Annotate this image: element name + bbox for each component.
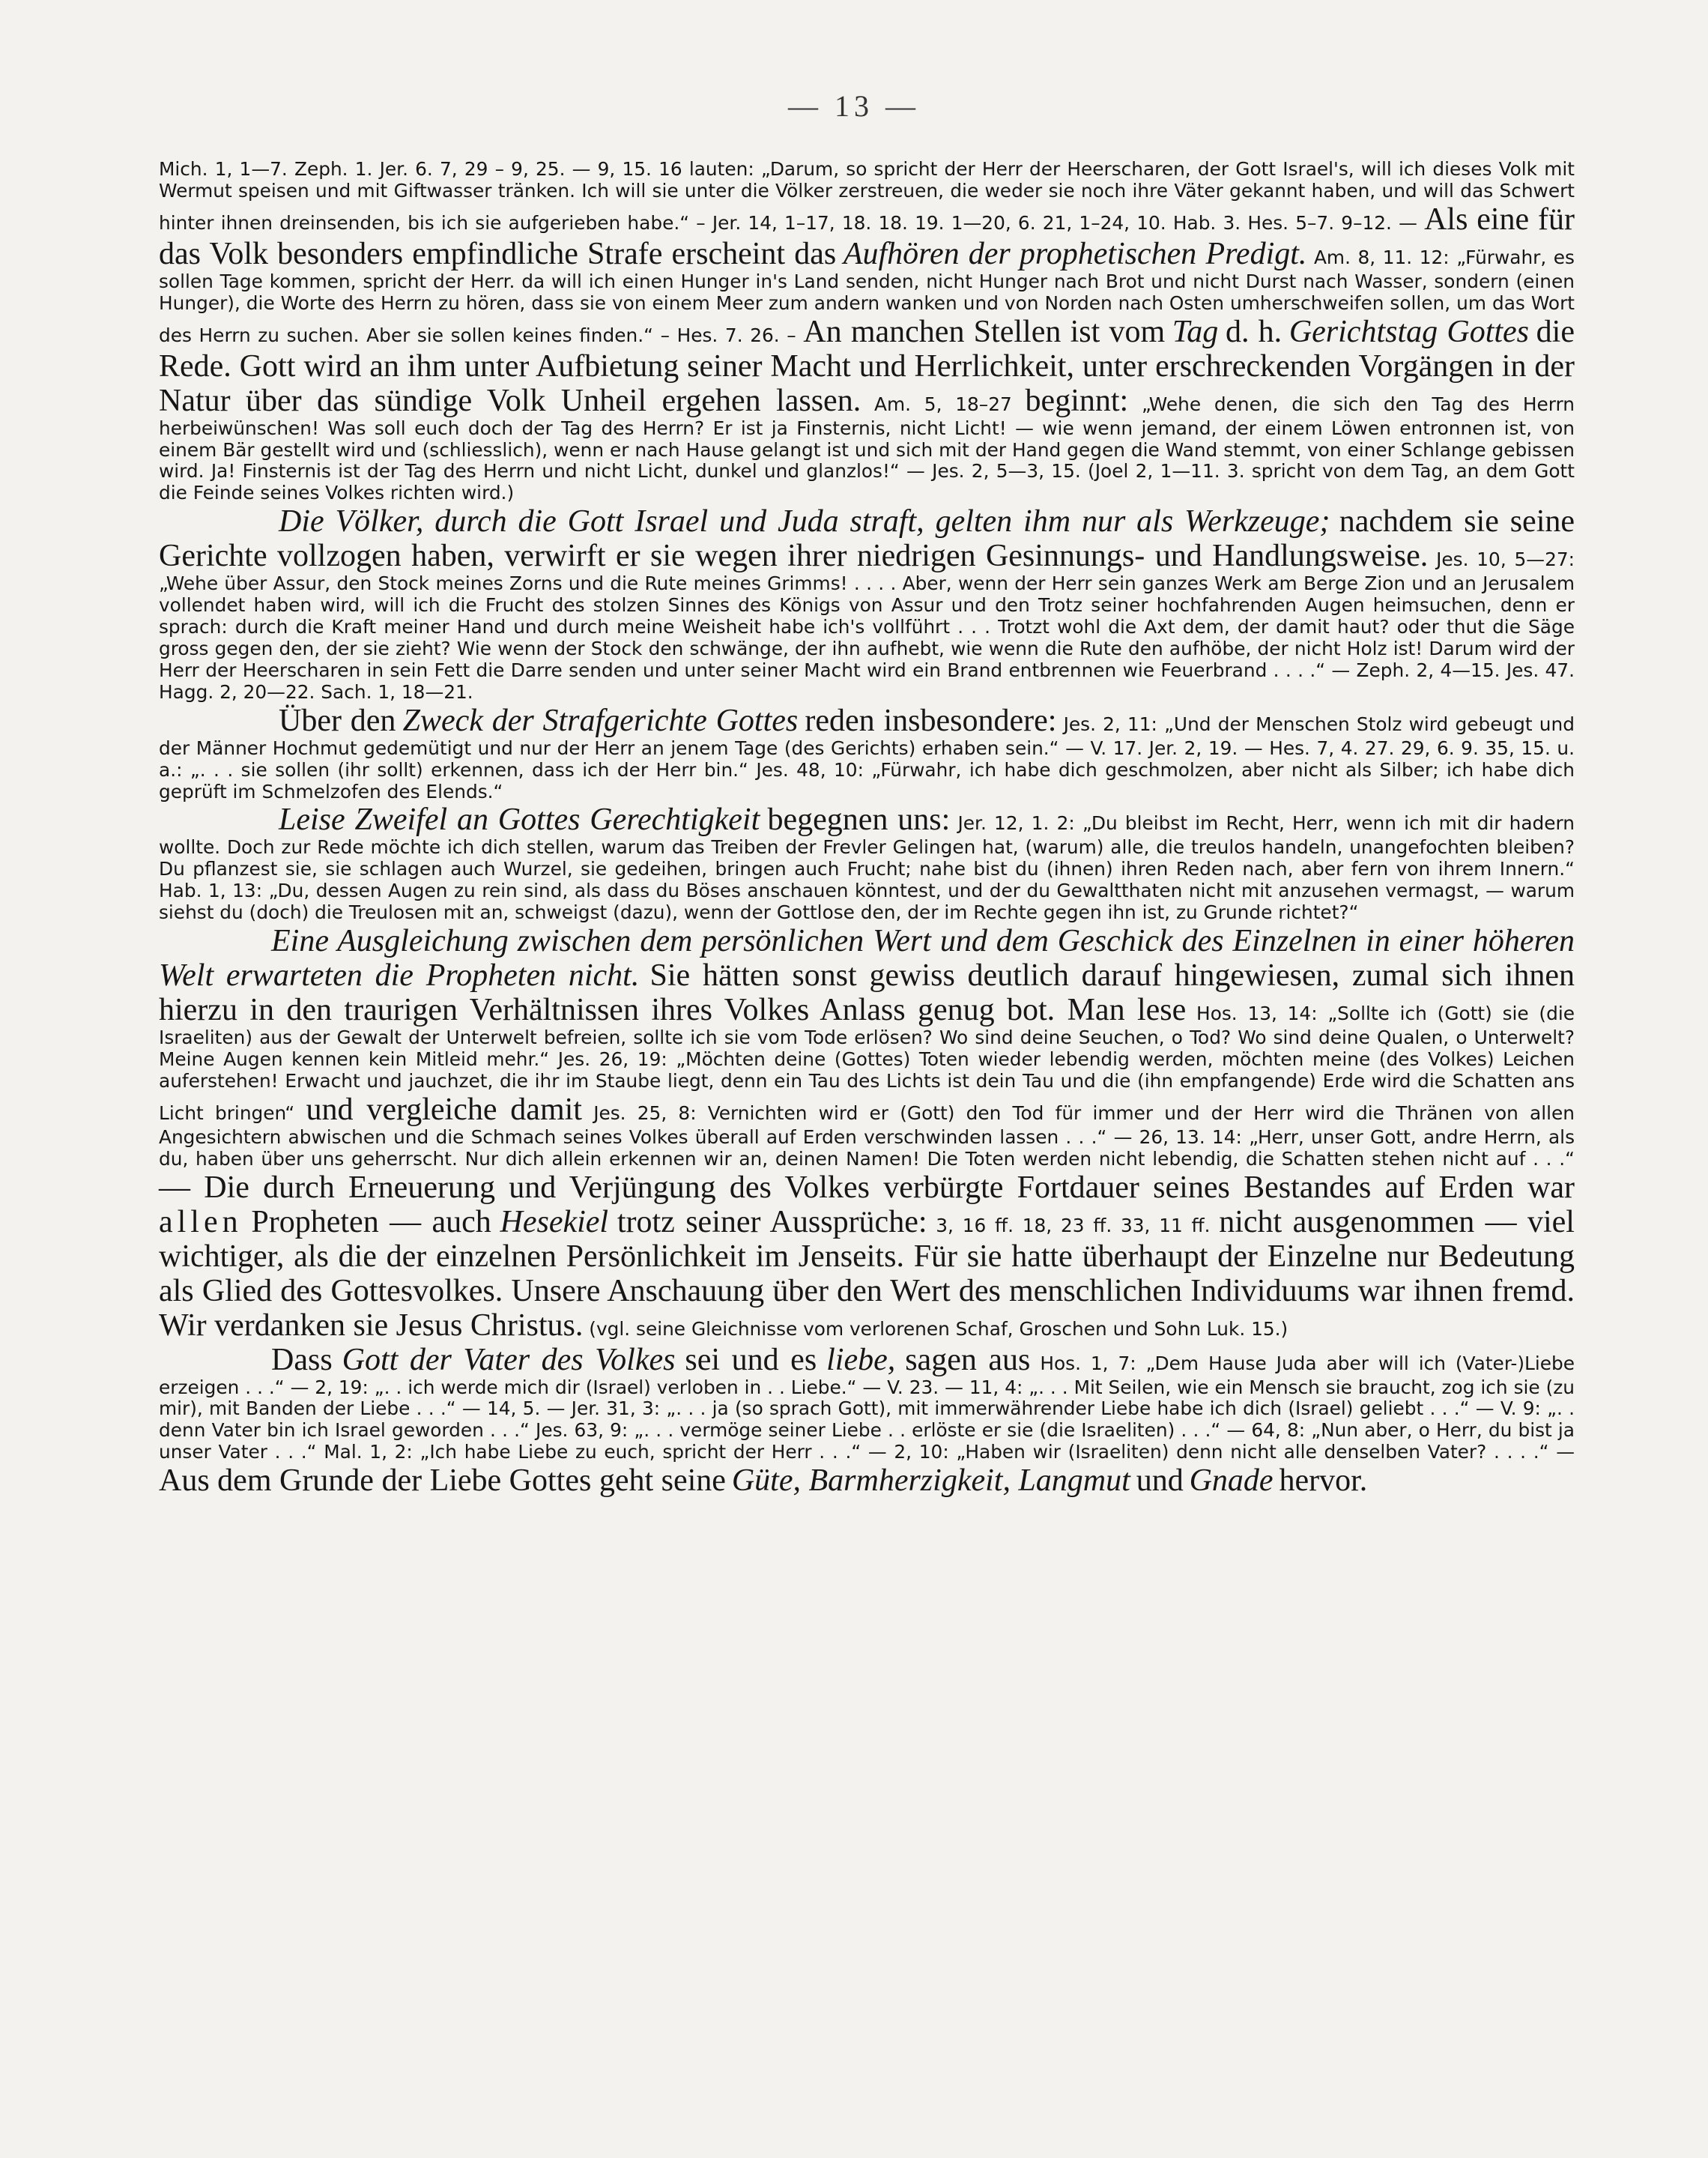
spaced-emphasis: allen [159,1204,243,1239]
emphasis-text: Leise Zweifel an Gottes Gerechtigkeit [279,803,760,838]
emphasis-text: Güte, Barmherzigkeit, Langmut [731,1463,1130,1499]
main-text: begegnen uns: [767,803,951,838]
scripture-citation: Mich. 1, 1—7. Zeph. 1. Jer. 6. 7, 29 – 9, 25. — 9, 15. 16 lauten: „Darum, so spricht der Herr der Heerscharen, der Gott Israel's, will ich dieses Volk mit Wermut speisen und mit Giftwasser tränken. Ich will sie unter die Völker zerstreuen, die weder sie noch ihre Väter gekannt haben, und will das Schwert hinter ihnen dreinsenden, bis ich sie aufgerieben habe.“ – Jer. 14, 1–17, 18. 18. 19. 1—20, 6. 21, 1–24, 10. Hab. 3. Hes. 5–7. 9–12. — [159,158,1575,234]
emphasis-text: Gerichtstag Gottes [1288,314,1530,349]
scripture-citation: Jer. 12, 1. 2: „Du bleibst im Recht, Herr, wenn ich mit dir hadern wollte. Doch zur Rede möchte ich dich stellen, warum das Treiben der Frevler Gelingen hat, (warum) alle, die treulos handeln, unangefochten bleiben? Du pflanzest sie, sie schlagen auch Wurzel, sie gedeihen, bringen auch Frucht; nahe bist du (ihnen) ihren Reden nach, aber fern von ihrem Innern.“ Hab. 1, 13: „Du, dessen Augen zu rein sind, als dass du Böses anschauen könntest, und der du Gewaltthaten nicht mit anzusehen vermagst, — warum siehst du (doch) die Treulosen mit an, schweigst (dazu), wenn der Gottlose den, der im Rechte gegen ihn ist, zu Grunde richtet?“ [159,812,1575,924]
main-text: d. h. [1225,314,1282,349]
paragraph-doubts-about-justice [159,803,1575,924]
scripture-citation: „Wehe denen, die sich den Tag des Herrn herbeiwünschen! Was soll euch doch der Tag des Herrn? Er ist ja Finsternis, nicht Licht! — wie wenn jemand, der einem Löwen entronnen ist, von einem Bär gestellt wird und (schliesslich), wenn er nach Hause gelangt ist und sich mit der Hand gegen die Wand stemmt, von einer Schlange gebissen wird. Ja! Finsternis ist der Tag des Herrn und nicht Licht, dunkel und glanzlos!“ — Jes. 2, 5—3, 15. (Joel 2, 1—11. 3. spricht von dem Tag, an dem Gott die Feinde seines Volkes richten wird.) [159,393,1575,504]
main-text: Dass [271,1342,333,1377]
page-body [159,159,1575,1498]
main-text: trotz seiner Aussprüche: [617,1204,927,1239]
emphasis-text: Hesekiel [500,1204,609,1239]
scripture-citation: Am. 8, 11. 12: „Fürwahr, es sollen Tage kommen, spricht der Herr. da will ich einen Hunger in's Land senden, nicht Hunger nach Brot und nicht Durst nach Wasser, sondern (einen Hunger), die Worte des Herrn zu hören, dass sie von einem Meer zum andern wanken und von Norden nach Osten umherschweifen sollen, um das Wort des Herrn zu suchen. Aber sie sollen keines finden.“ – Hes. 7. 26. – [159,246,1575,346]
main-text: und [1136,1463,1184,1499]
main-text: Über den [279,703,396,738]
main-text: Sie hätten sonst gewiss deutlich darauf hingewiesen, zumal sich ihnen hierzu in den traurigen Verhältnissen ihres Volkes Anlass genug bot. Man lese [159,958,1575,1028]
main-text: Propheten — auch [251,1204,491,1239]
main-text: hervor. [1279,1463,1368,1499]
paragraph-god-as-father [159,1343,1575,1499]
main-text: beginnt: [1025,383,1129,418]
scripture-citation: Jes. 10, 5—27: „Wehe über Assur, den Stock meines Zorns und die Rute meines Grimms! . . . . Aber, wenn der Herr sein ganzes Werk am Berge Zion und an Jerusalem vollendet haben wird, will ich die Frucht des stolzen Sinnes des Königs von Assur und den Trotz seiner hochfahrenden Augen heimsuchen, denn er sprach: durch die Kraft meiner Hand und durch meine Weisheit habe ich's vollführt . . . Trotzt wohl die Axt dem, der damit haut? oder thut die Säge gross gegen den, der sie zieht? Wie wenn der Stock den schwänge, der ihn aufhebt, wie wenn die Rute den aufhöbe, der nicht Holz ist! Darum wird der Herr der Heerscharen in sein Fett die Darre senden und unter seiner Macht wird ein Brand entbrennen wie Feuerbrand . . . .“ — Zeph. 2, 4—15. Jes. 47. Hagg. 2, 20—22. Sach. 1, 18—21. [159,548,1575,703]
paragraph-prophetic-silence [159,159,1575,504]
scripture-citation: (vgl. seine Gleichnisse vom verlorenen Schaf, Groschen und Sohn Luk. 15.) [589,1317,1288,1340]
main-text: An manchen Stellen ist vom [803,314,1166,349]
main-text: nachdem sie seine Gerichte vollzogen haben, verwirft er sie wegen ihrer niedrigen Gesinnungs- und Handlungsweise. [159,504,1575,574]
page-number: — 13 — [788,89,920,123]
scripture-citation: Am. 5, 18–27 [874,393,1012,415]
emphasis-text: Eine Ausgleichung zwischen dem persönlichen Wert und dem Geschick des Einzelnen in einer höheren Welt erwarteten die Propheten nicht. [159,924,1575,994]
main-text: Als eine für das Volk besonders empfindliche Strafe erscheint das [159,202,1575,271]
main-text: reden insbesondere: [805,703,1057,738]
emphasis-text: Die Völker, durch die Gott Israel und Juda straft, gelten ihm nur als Werkzeuge; [279,504,1330,540]
main-text: die Rede. Gott wird an ihm unter Aufbietung seiner Macht und Herrlichkeit, unter erschreckenden Vorgängen in der Natur über das sündige Volk Unheil ergehen lassen. [159,314,1575,418]
main-text: — Die durch Erneuerung und Verjüngung des Volkes verbürgte Fortdauer seines Bestandes auf Erden war [159,1170,1575,1205]
main-text: und vergleiche damit [306,1092,582,1127]
emphasis-text: Zweck der Strafgerichte Gottes [402,703,799,738]
scripture-citation: Hos. 1, 7: „Dem Hause Juda aber will ich (Vater-)Liebe erzeigen . . .“ — 2, 19: „. . ich werde mich dir (Israel) verloben in . . Liebe.“ — V. 23. — 11, 4: „. . . Mit Seilen, wie ein Mensch sie braucht, zog ich sie (zu mir), mit Banden der Liebe . . .“ — 14, 5. — Jer. 31, 3: „. . . ja (so sprach Gott), mit immerwährender Liebe habe ich dich (Israel) geliebt . . .“ — V. 9: „. . denn Vater bin ich Israel geworden . . .“ Jes. 63, 9: „. . . vermöge seiner Liebe . . erlöste er sie (die Israeliten) . . .“ — 64, 8: „Nun aber, o Herr, du bist ja unser Vater . . .“ Mal. 1, 2: „Ich habe Liebe zu euch, spricht der Herr . . .“ — 2, 10: „Haben wir (Israeliten) denn nicht alle denselben Vater? . . . .“ — [159,1352,1575,1463]
paragraph-no-afterlife-compensation [159,924,1575,1343]
main-text: Aus dem Grunde der Liebe Gottes geht seine [159,1463,726,1499]
paragraph-purpose-of-judgment [159,704,1575,803]
emphasis-text: liebe, [826,1342,896,1377]
paragraph-nations-as-tools [159,504,1575,703]
emphasis-text: Gott der Vater des Volkes [342,1342,676,1377]
scripture-citation: Jes. 2, 11: „Und der Menschen Stolz wird gebeugt und der Männer Hochmut gedemütigt und nur der Herr an jenem Tage (des Gerichts) erhaben sein.“ — V. 17. Jer. 2, 19. — Hes. 7, 4. 27. 29, 6. 9. 35, 15. u. a.: „. . . sie sollen (ihr sollt) erkennen, dass ich der Herr bin.“ Jes. 48, 10: „Fürwahr, ich habe dich geschmolzen, aber nicht als Silber; ich habe dich geprüft im Schmelzofen des Elends.“ [159,713,1575,803]
main-text: nicht ausgenommen — viel wichtiger, als die der einzelnen Persönlichkeit im Jenseits. Für sie hatte überhaupt der Einzelne nur Bedeutung als Glied des Gottesvolkes. Unsere Anschauung über den Wert des menschlichen Individuums war ihnen fremd. Wir verdanken sie Jesus Christus. [159,1204,1575,1343]
emphasis-text: Aufhören der prophetischen Predigt. [843,236,1307,271]
scripture-citation: Jes. 25, 8: Vernichten wird er (Gott) den Tod für immer und der Herr wird die Thränen von allen Angesichtern abwischen und die Schmach seines Volkes überall auf Erden verschwinden lassen . . .“ — 26, 13. 14: „Herr, unser Gott, andre Herrn, als du, haben über uns geherrscht. Nur dich allein erkennen wir an, deinen Namen! Die Toten werden nicht lebendig, die Schatten stehen nicht auf . . .“ [159,1101,1575,1170]
scripture-citation: 3, 16 ff. 18, 23 ff. 33, 11 ff. [936,1214,1211,1236]
main-text: sei und es [685,1342,817,1377]
main-text: sagen aus [905,1342,1031,1377]
scripture-citation: Hos. 13, 14: „Sollte ich (Gott) sie (die Israeliten) aus der Gewalt der Unterwelt befreien, sollte ich sie vom Tode erlösen? Wo sind deine Seuchen, o Tod? Wo sind deine Qualen, o Unterwelt? Meine Augen kennen kein Mitleid mehr.“ Jes. 26, 19: „Möchten deine (Gottes) Toten wieder lebendig werden, möchten meine (des Volkes) Leichen auferstehen! Erwacht und jauchzet, die ihr im Staube liegt, denn ein Tau des Lichts ist dein Tau und die (ihn empfangende) Erde wird die Schatten ans Licht bringen“ [159,1003,1575,1124]
emphasis-text: Gnade [1189,1463,1274,1499]
emphasis-text: Tag [1172,314,1219,349]
